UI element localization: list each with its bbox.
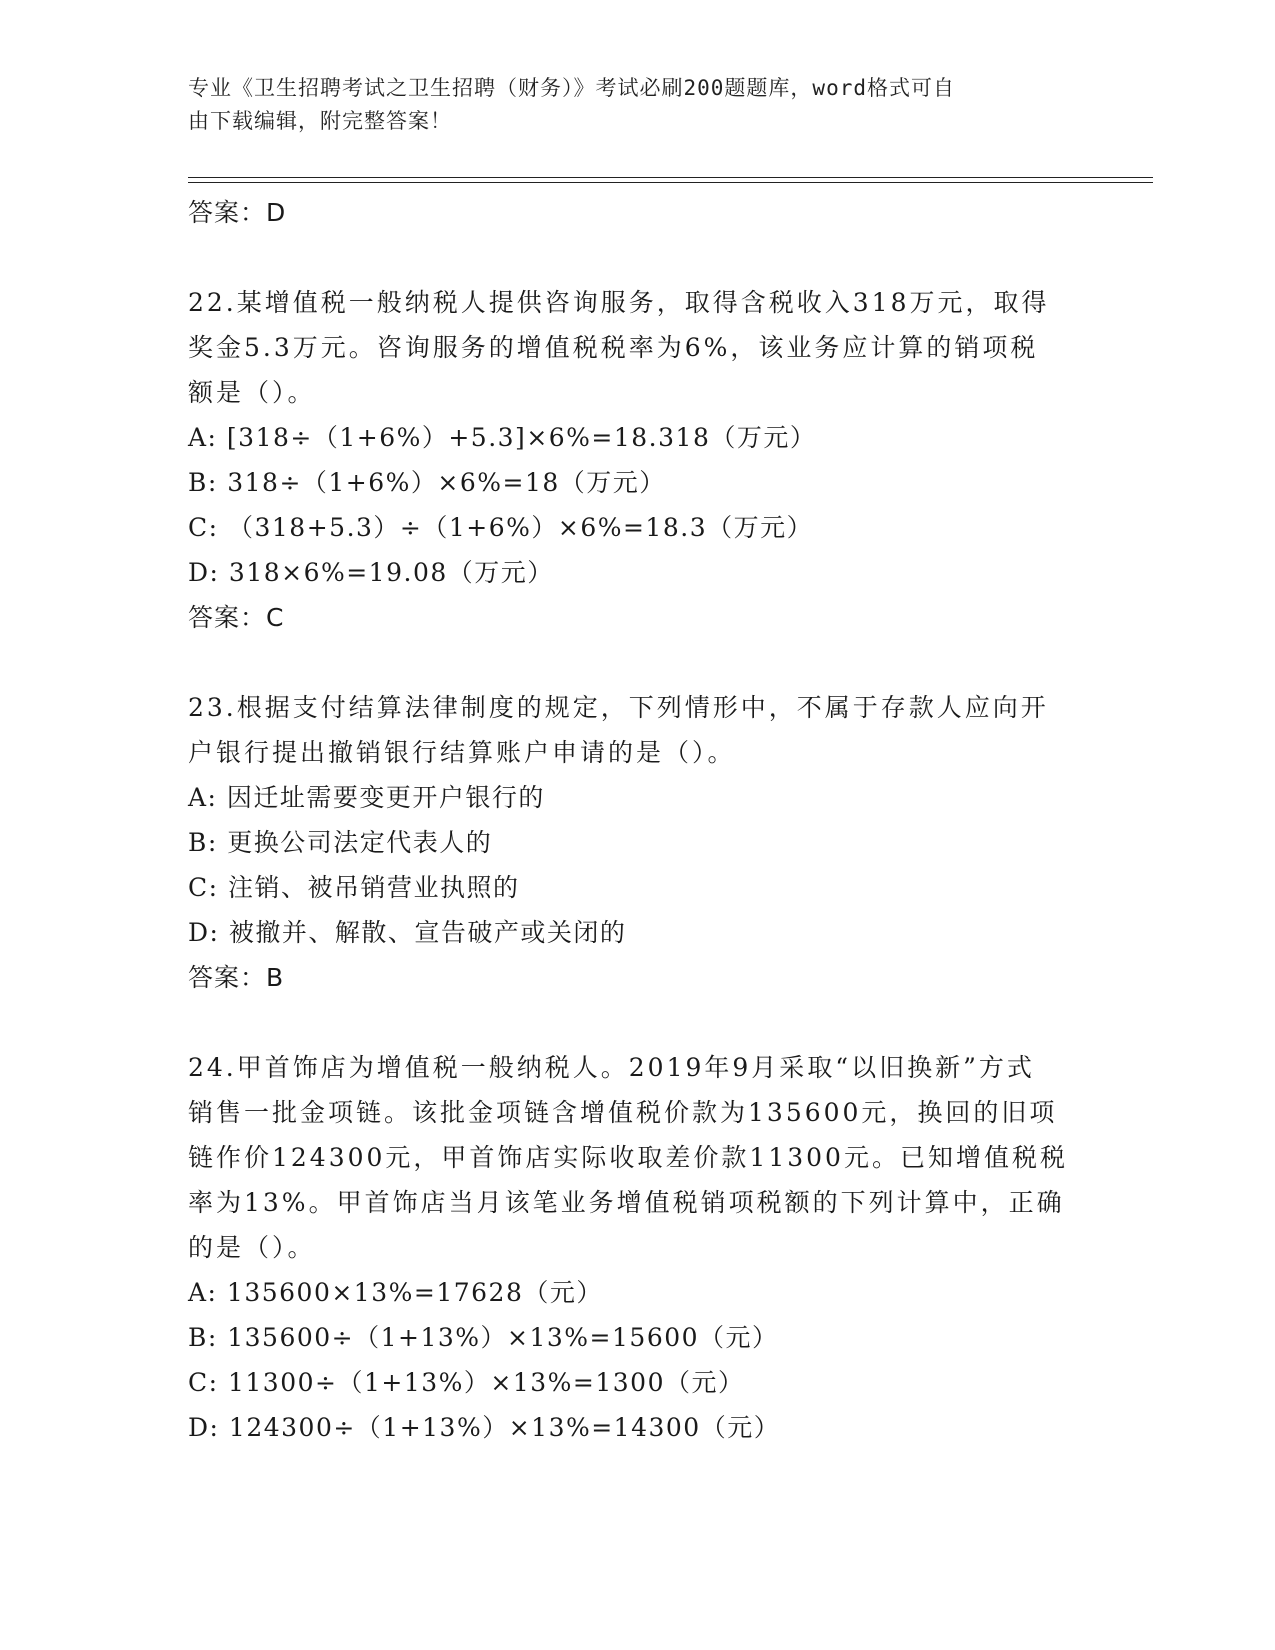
header-line-2: 由下载编辑，附完整答案！ xyxy=(188,109,452,133)
option-a: A: [318÷（1+6%）+5.3]×6%=18.318（万元） xyxy=(188,423,817,452)
question-stem-line: 链作价124300元，甲首饰店实际收取差价款11300元。已知增值税税 xyxy=(188,1143,1068,1172)
question-stem-line: 22.某增值税一般纳税人提供咨询服务，取得含税收入318万元，取得 xyxy=(188,288,1050,317)
option-a: A: 135600×13%=17628（元） xyxy=(188,1278,603,1307)
option-a: A: 因迁址需要变更开户银行的 xyxy=(188,783,545,812)
option-b: B: 更换公司法定代表人的 xyxy=(188,828,493,857)
option-c: C: 注销、被吊销营业执照的 xyxy=(188,873,520,902)
question-22 xyxy=(188,280,1088,640)
page-header xyxy=(188,72,1068,138)
spacer xyxy=(188,1000,1088,1045)
option-d: D: 被撤并、解散、宣告破产或关闭的 xyxy=(188,918,627,947)
header-line-1: 专业《卫生招聘考试之卫生招聘（财务）》考试必刷200题题库，word格式可自 xyxy=(188,76,955,100)
document-body xyxy=(188,190,1088,1450)
question-answer: 答案：C xyxy=(188,603,285,632)
question-stem-line: 销售一批金项链。该批金项链含增值税价款为135600元，换回的旧项 xyxy=(188,1098,1058,1127)
option-c: C: 11300÷（1+13%）×13%=1300（元） xyxy=(188,1368,745,1397)
question-24 xyxy=(188,1045,1088,1450)
question-stem-line: 奖金5.3万元。咨询服务的增值税税率为6%，该业务应计算的销项税 xyxy=(188,333,1039,362)
spacer xyxy=(188,235,1088,280)
option-d: D: 318×6%=19.08（万元） xyxy=(188,558,554,587)
header-divider-top xyxy=(188,177,1153,178)
question-stem-line: 23.根据支付结算法律制度的规定，下列情形中，不属于存款人应向开 xyxy=(188,693,1049,722)
question-stem-line: 的是（）。 xyxy=(188,1233,316,1262)
previous-answer: 答案：D xyxy=(188,198,287,227)
option-b: B: 318÷（1+6%）×6%=18（万元） xyxy=(188,468,666,497)
question-23 xyxy=(188,685,1088,1000)
question-stem-line: 户银行提出撤销银行结算账户申请的是（）。 xyxy=(188,738,736,767)
option-b: B: 135600÷（1+13%）×13%=15600（元） xyxy=(188,1323,779,1352)
question-stem-line: 率为13%。甲首饰店当月该笔业务增值税销项税额的下列计算中，正确 xyxy=(188,1188,1065,1217)
header-divider-bottom xyxy=(188,182,1153,183)
question-answer: 答案：B xyxy=(188,963,285,992)
option-c: C: （318+5.3）÷（1+6%）×6%=18.3（万元） xyxy=(188,513,814,542)
spacer xyxy=(188,640,1088,685)
question-stem-line: 额是（）。 xyxy=(188,378,316,407)
option-d: D: 124300÷（1+13%）×13%=14300（元） xyxy=(188,1413,781,1442)
question-stem-line: 24.甲首饰店为增值税一般纳税人。2019年9月采取“以旧换新”方式 xyxy=(188,1053,1035,1082)
